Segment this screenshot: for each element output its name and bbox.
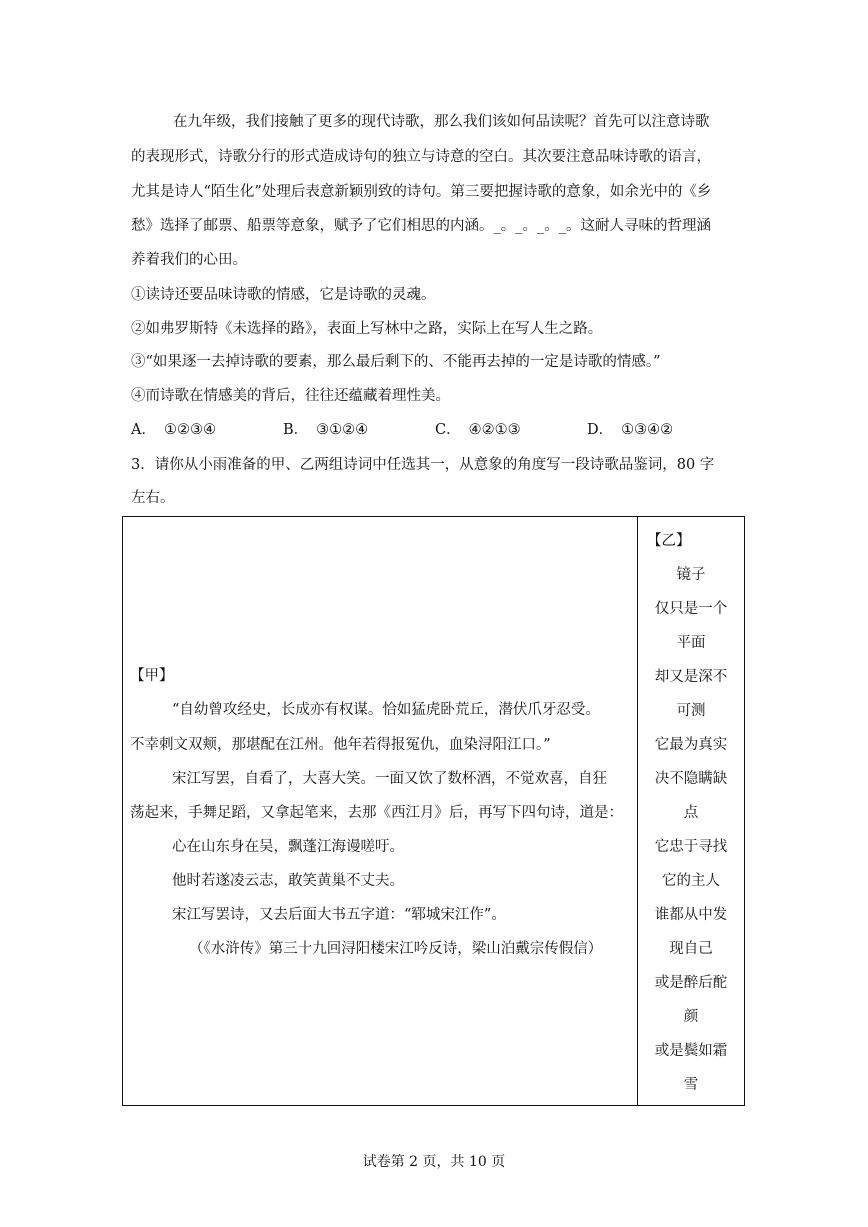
option-letter: C．	[435, 422, 461, 438]
poem-yi-line: 它的主人	[662, 873, 720, 889]
passage-line: 的表现形式，诗歌分行的形式造成诗句的独立与诗意的空白。其次要注意品味诗歌的语言，	[131, 149, 711, 165]
page-footer: 试卷第 2 页，共 10 页	[362, 1154, 506, 1170]
poem-yi-line: 平面	[676, 635, 706, 651]
passage-line: 在九年级，我们接触了更多的现代诗歌，那么我们该如何品读呢？首先可以注意诗歌	[173, 114, 710, 130]
option-text: ①②③④	[163, 422, 216, 438]
poem-yi-line: 镜子	[676, 567, 706, 583]
sentence-4: ④而诗歌在情感美的背后，往往还蕴藏着理性美。	[131, 388, 450, 404]
option-a[interactable]	[131, 420, 216, 440]
poem-yi-line: 决不隐瞒缺	[654, 771, 728, 787]
poem-yi-line: 或是鬓如霜	[654, 1043, 728, 1059]
poem-yi-line: 颜	[683, 1009, 699, 1025]
question-3-line: 左右。	[131, 490, 175, 506]
option-letter: B．	[283, 422, 309, 438]
option-text: ④②①③	[468, 422, 521, 438]
poem-yi-line: 仅只是一个	[654, 601, 728, 617]
question-3-line: 3．请你从小雨准备的甲、乙两组诗词中任选其一，从意象的角度写一段诗歌品鉴词，80 字	[131, 457, 715, 473]
poem-jia-line: 宋江写罢诗，又去后面大书五字道：“郓城宋江作”。	[172, 907, 506, 923]
poem-jia-line: 心在山东身在吴，飘蓬江海谩嗟吁。	[172, 839, 404, 855]
sentence-3: ③“如果逐一去掉诗歌的要素，那么最后剩下的、不能再去掉的一定是诗歌的情感。”	[131, 354, 661, 370]
poem-yi-line: 现自己	[669, 941, 713, 957]
passage-line: 养着我们的心田。	[131, 252, 247, 268]
poem-yi-line: 谁都从中发	[654, 907, 728, 923]
option-d[interactable]	[587, 420, 673, 440]
poem-jia-line: 他时若遂凌云志，敢笑黄巢不丈夫。	[172, 873, 404, 889]
poem-jia-line: 宋江写罢，自看了，大喜大笑。一面又饮了数杯酒，不觉欢喜，自狂	[172, 771, 607, 787]
poem-jia-line: “自幼曾攻经史，长成亦有权谋。恰如猛虎卧荒丘，潜伏爪牙忍受。	[172, 702, 600, 718]
option-letter: A．	[131, 422, 156, 438]
poem-yi-line: 却又是深不	[654, 669, 728, 685]
option-c[interactable]	[435, 420, 521, 440]
poem-jia-cell	[123, 517, 637, 1105]
answer-options	[131, 420, 731, 442]
poem-yi-line: 点	[683, 805, 699, 821]
option-text: ③①②④	[316, 422, 369, 438]
poem-yi-cell	[638, 517, 744, 1105]
poem-jia-line: 不幸刺文双颊，那堪配在江州。他年若得报冤仇，血染浔阳江口。”	[130, 737, 551, 753]
option-b[interactable]	[283, 420, 368, 440]
poem-yi-line: 或是醉后酡	[654, 975, 728, 991]
poem-yi-line: 雪	[683, 1077, 699, 1093]
poem-jia-source: （《水浒传》第三十九回浔阳楼宋江吟反诗，梁山泊戴宗传假信）	[189, 941, 603, 957]
passage-line: 愁》选择了邮票、船票等意象，赋予了它们相思的内涵。_。_。_。_。这耐人寻味的哲理涵	[131, 218, 711, 234]
poem-yi-line: 可测	[676, 703, 706, 719]
option-text: ①③④②	[621, 422, 674, 438]
poem-yi-heading: 【乙】	[647, 533, 691, 549]
sentence-2: ②如弗罗斯特《未选择的路》，表面上写林中之路，实际上在写人生之路。	[131, 321, 603, 337]
poem-table	[122, 516, 745, 1106]
poem-jia-heading: 【甲】	[130, 668, 174, 684]
poem-yi-line: 它忠于寻找	[654, 839, 728, 855]
sentence-1: ①读诗还要品味诗歌的情感，它是诗歌的灵魂。	[131, 287, 436, 303]
option-letter: D．	[587, 422, 614, 438]
poem-jia-line: 荡起来，手舞足蹈，又拿起笔来，去那《西江月》后，再写下四句诗，道是：	[130, 805, 623, 821]
passage-line: 尤其是诗人“陌生化”处理后表意新颖别致的诗句。第三要把握诗歌的意象，如余光中的《乡	[131, 184, 712, 200]
poem-yi-line: 它最为真实	[654, 737, 728, 753]
